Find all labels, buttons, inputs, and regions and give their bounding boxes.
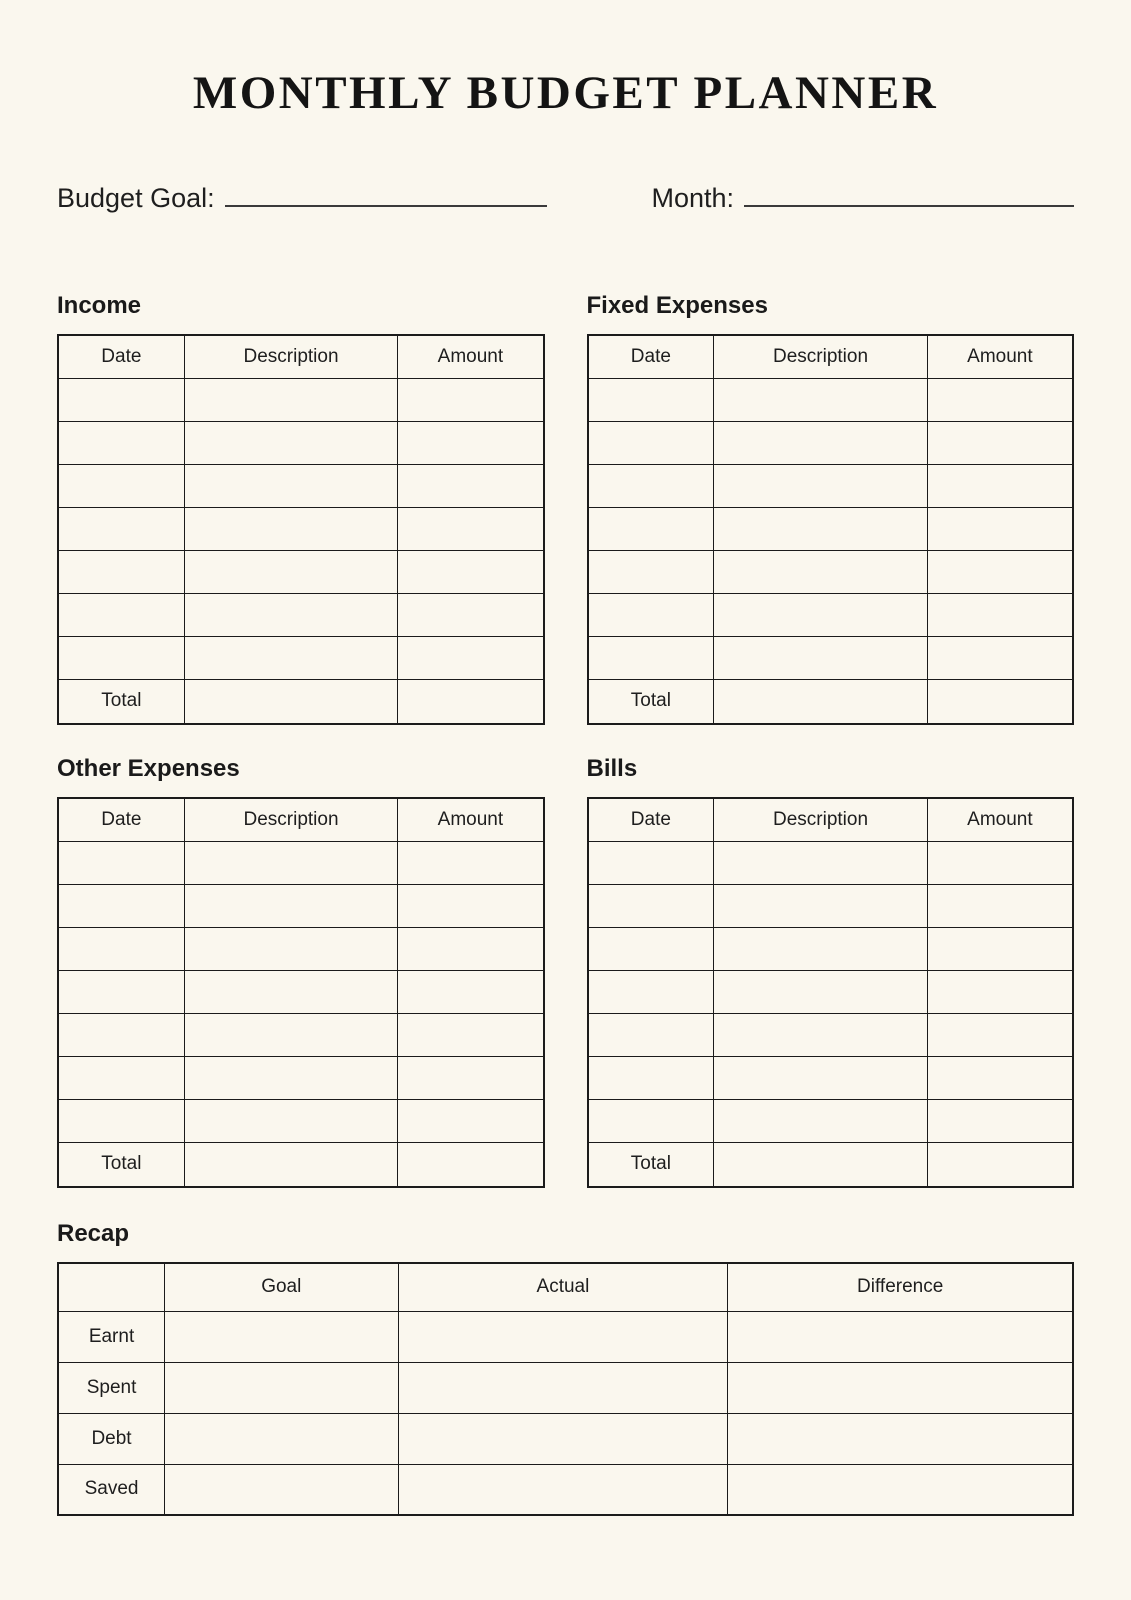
income-title: Income <box>57 292 142 319</box>
empty-cell <box>588 464 714 507</box>
table-row <box>58 593 544 636</box>
empty-cell <box>184 636 398 679</box>
table-row <box>58 841 544 884</box>
column-header: Amount <box>398 798 544 841</box>
empty-cell <box>398 1013 544 1056</box>
other-expenses-section <box>57 755 545 1188</box>
income-table <box>57 334 545 725</box>
empty-cell <box>398 421 544 464</box>
empty-cell <box>714 636 928 679</box>
recap-row <box>58 1362 1073 1413</box>
empty-cell <box>58 507 184 550</box>
empty-cell <box>588 841 714 884</box>
empty-cell <box>728 1362 1073 1413</box>
empty-cell <box>184 507 398 550</box>
empty-cell <box>58 550 184 593</box>
column-header: Date <box>58 335 184 378</box>
empty-cell <box>927 550 1073 593</box>
empty-cell <box>398 378 544 421</box>
empty-cell <box>588 593 714 636</box>
empty-cell <box>714 507 928 550</box>
empty-cell <box>927 927 1073 970</box>
recap-row-label: Earnt <box>58 1311 165 1362</box>
column-header: Amount <box>927 335 1073 378</box>
empty-cell <box>184 421 398 464</box>
total-label: Total <box>588 1142 714 1187</box>
empty-cell <box>927 841 1073 884</box>
budget-goal-input-line <box>225 175 547 207</box>
column-header: Amount <box>927 798 1073 841</box>
empty-cell <box>398 679 544 724</box>
column-header: Description <box>714 798 928 841</box>
empty-cell <box>398 550 544 593</box>
table-row <box>58 970 544 1013</box>
bills-section <box>587 755 1075 1188</box>
table-row <box>58 927 544 970</box>
empty-cell <box>165 1413 398 1464</box>
table-row <box>588 507 1074 550</box>
table-row <box>588 378 1074 421</box>
empty-cell <box>398 636 544 679</box>
header-row <box>58 1263 1073 1311</box>
empty-cell <box>588 1056 714 1099</box>
table-row <box>58 1056 544 1099</box>
empty-cell <box>927 1142 1073 1187</box>
table-row <box>588 1056 1074 1099</box>
empty-cell <box>714 970 928 1013</box>
table-row <box>58 378 544 421</box>
other-expenses-title: Other Expenses <box>57 755 240 782</box>
column-header: Description <box>184 798 398 841</box>
empty-cell <box>184 550 398 593</box>
bills-table <box>587 797 1075 1188</box>
column-header: Date <box>588 798 714 841</box>
empty-cell <box>714 464 928 507</box>
empty-cell <box>58 841 184 884</box>
empty-cell <box>714 378 928 421</box>
empty-cell <box>588 636 714 679</box>
empty-cell <box>588 421 714 464</box>
empty-cell <box>184 1142 398 1187</box>
empty-cell <box>588 1013 714 1056</box>
empty-cell <box>184 1013 398 1056</box>
empty-cell <box>398 464 544 507</box>
table-row <box>588 550 1074 593</box>
total-row <box>58 1142 544 1187</box>
column-header: Date <box>58 798 184 841</box>
table-row <box>588 421 1074 464</box>
empty-cell <box>714 1013 928 1056</box>
table-row <box>588 927 1074 970</box>
total-row <box>588 679 1074 724</box>
table-row <box>588 464 1074 507</box>
recap-row <box>58 1464 1073 1515</box>
empty-cell <box>398 507 544 550</box>
total-label: Total <box>588 679 714 724</box>
empty-cell <box>184 841 398 884</box>
empty-cell <box>927 378 1073 421</box>
total-row <box>58 679 544 724</box>
month-input-line <box>744 175 1074 207</box>
empty-cell <box>927 593 1073 636</box>
month-field <box>651 175 1074 214</box>
empty-cell <box>927 884 1073 927</box>
empty-cell <box>927 421 1073 464</box>
empty-cell <box>398 1311 728 1362</box>
empty-cell <box>398 970 544 1013</box>
table-row <box>58 636 544 679</box>
empty-cell <box>927 1013 1073 1056</box>
empty-cell <box>927 970 1073 1013</box>
empty-cell <box>714 927 928 970</box>
empty-cell <box>58 927 184 970</box>
empty-cell <box>398 841 544 884</box>
empty-cell <box>398 927 544 970</box>
fixed-expenses-table <box>587 334 1075 725</box>
column-header: Description <box>184 335 398 378</box>
income-section <box>57 292 545 725</box>
empty-cell <box>714 1056 928 1099</box>
total-row <box>588 1142 1074 1187</box>
empty-cell <box>184 593 398 636</box>
empty-cell <box>58 593 184 636</box>
total-label: Total <box>58 1142 184 1187</box>
empty-cell <box>728 1464 1073 1515</box>
empty-cell <box>165 1362 398 1413</box>
empty-cell <box>927 1056 1073 1099</box>
table-row <box>588 884 1074 927</box>
recap-row-label: Saved <box>58 1464 165 1515</box>
empty-cell <box>58 636 184 679</box>
empty-cell <box>588 884 714 927</box>
empty-cell <box>927 507 1073 550</box>
column-header: Date <box>588 335 714 378</box>
table-row <box>58 464 544 507</box>
fields-row <box>57 175 1074 214</box>
empty-cell <box>714 841 928 884</box>
recap-table <box>57 1262 1074 1516</box>
bills-title: Bills <box>586 755 638 782</box>
empty-cell <box>58 970 184 1013</box>
recap-row <box>58 1413 1073 1464</box>
table-row <box>58 507 544 550</box>
table-row <box>58 550 544 593</box>
empty-cell <box>714 1099 928 1142</box>
empty-cell <box>927 464 1073 507</box>
empty-cell <box>398 1413 728 1464</box>
empty-cell <box>184 970 398 1013</box>
empty-cell <box>398 1056 544 1099</box>
empty-cell <box>398 1099 544 1142</box>
empty-cell <box>58 1013 184 1056</box>
empty-cell <box>398 1464 728 1515</box>
empty-cell <box>588 970 714 1013</box>
empty-cell <box>398 1362 728 1413</box>
empty-cell <box>165 1311 398 1362</box>
column-header <box>58 1263 165 1311</box>
table-row <box>588 593 1074 636</box>
table-row <box>588 1013 1074 1056</box>
table-row <box>58 1099 544 1142</box>
empty-cell <box>588 1099 714 1142</box>
other-expenses-table <box>57 797 545 1188</box>
empty-cell <box>184 1056 398 1099</box>
budget-goal-label: Budget Goal: <box>57 183 215 213</box>
header-row <box>58 798 544 841</box>
empty-cell <box>927 1099 1073 1142</box>
column-header: Goal <box>165 1263 398 1311</box>
fixed-expenses-section <box>587 292 1075 725</box>
empty-cell <box>184 1099 398 1142</box>
column-header: Actual <box>398 1263 728 1311</box>
empty-cell <box>184 884 398 927</box>
empty-cell <box>58 421 184 464</box>
empty-cell <box>398 884 544 927</box>
recap-title: Recap <box>57 1220 130 1247</box>
empty-cell <box>714 550 928 593</box>
table-row <box>58 1013 544 1056</box>
header-row <box>588 335 1074 378</box>
empty-cell <box>184 927 398 970</box>
header-row <box>58 335 544 378</box>
empty-cell <box>184 679 398 724</box>
empty-cell <box>714 679 928 724</box>
table-row <box>58 884 544 927</box>
empty-cell <box>58 1056 184 1099</box>
recap-row <box>58 1311 1073 1362</box>
empty-cell <box>927 636 1073 679</box>
empty-cell <box>58 884 184 927</box>
empty-cell <box>714 1142 928 1187</box>
fixed-expenses-title: Fixed Expenses <box>586 292 768 319</box>
recap-row-label: Debt <box>58 1413 165 1464</box>
empty-cell <box>184 378 398 421</box>
recap-section <box>57 1220 1074 1516</box>
empty-cell <box>398 593 544 636</box>
empty-cell <box>58 464 184 507</box>
empty-cell <box>714 421 928 464</box>
table-row <box>588 841 1074 884</box>
empty-cell <box>927 679 1073 724</box>
header-row <box>588 798 1074 841</box>
tables-grid <box>57 292 1074 1188</box>
month-label: Month: <box>651 183 734 213</box>
column-header: Amount <box>398 335 544 378</box>
empty-cell <box>588 507 714 550</box>
empty-cell <box>58 378 184 421</box>
empty-cell <box>165 1464 398 1515</box>
empty-cell <box>728 1413 1073 1464</box>
empty-cell <box>398 1142 544 1187</box>
empty-cell <box>58 1099 184 1142</box>
empty-cell <box>714 593 928 636</box>
empty-cell <box>588 927 714 970</box>
empty-cell <box>728 1311 1073 1362</box>
empty-cell <box>184 464 398 507</box>
column-header: Difference <box>728 1263 1073 1311</box>
column-header: Description <box>714 335 928 378</box>
table-row <box>58 421 544 464</box>
budget-goal-field <box>57 175 547 214</box>
recap-row-label: Spent <box>58 1362 165 1413</box>
page-title: MONTHLY BUDGET PLANNER <box>192 67 939 119</box>
empty-cell <box>588 550 714 593</box>
empty-cell <box>714 884 928 927</box>
table-row <box>588 1099 1074 1142</box>
table-row <box>588 970 1074 1013</box>
empty-cell <box>588 378 714 421</box>
table-row <box>588 636 1074 679</box>
total-label: Total <box>58 679 184 724</box>
